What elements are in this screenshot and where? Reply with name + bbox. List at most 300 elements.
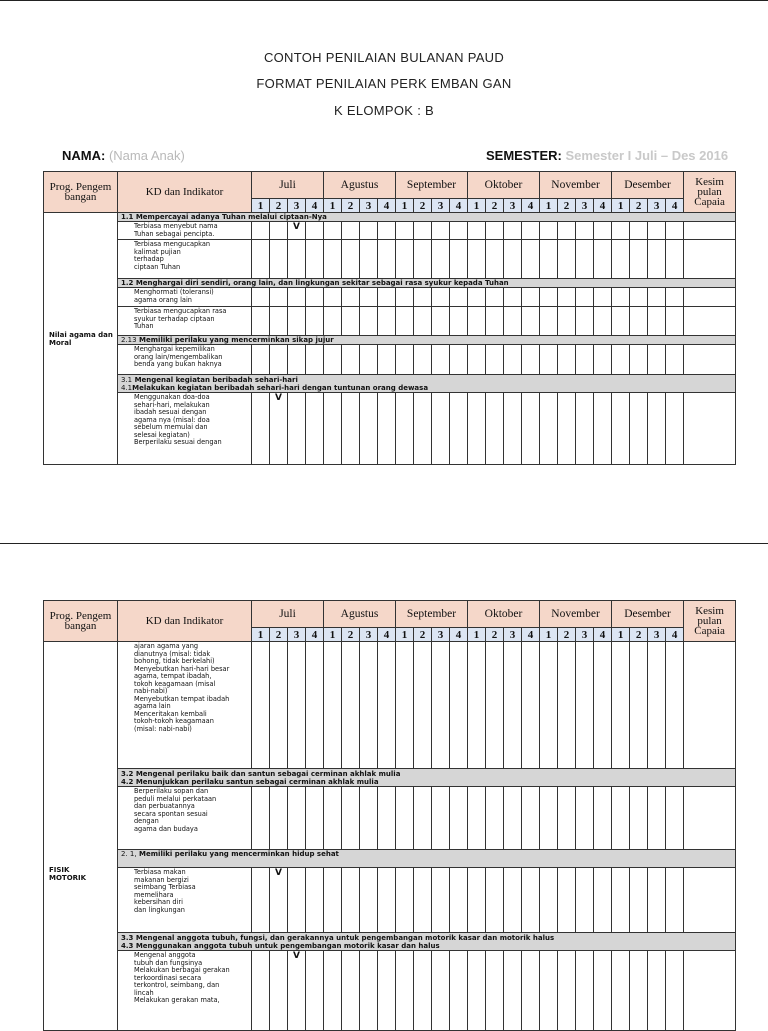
week-cell[interactable] <box>630 642 648 769</box>
week-cell[interactable] <box>288 642 306 769</box>
indicator-row <box>44 868 736 933</box>
indicator-row <box>44 222 736 240</box>
week-cell[interactable] <box>450 222 468 240</box>
week-cell[interactable] <box>648 951 666 1031</box>
kesimpulan-cell[interactable] <box>684 288 736 307</box>
week-cell[interactable] <box>540 393 558 465</box>
category-label: FISIK MOTORIK <box>49 866 87 882</box>
header-month: September <box>396 601 468 628</box>
week-cell[interactable] <box>342 951 360 1031</box>
indicator-text: ajaran agama yang dianutnya (misal: tidak bohong, tidak berkelahi) Menyebutkan hari-hari besar agama, tempat ibadah, tokoh keagamaan (misal nabi-nabi) Menyebutkan tempat ibadah agama lain Menceritakan kembali tokoh-tokoh keagamaan (misal: nabi-nabi) <box>118 642 252 769</box>
week-cell[interactable] <box>594 642 612 769</box>
week-cell[interactable] <box>504 393 522 465</box>
week-cell[interactable] <box>486 787 504 850</box>
week-cell[interactable] <box>468 345 486 375</box>
week-cell[interactable] <box>504 642 522 769</box>
week-cell[interactable] <box>324 951 342 1031</box>
week-cell[interactable] <box>612 868 630 933</box>
semester-value: Semester I Juli – Des 2016 <box>565 148 729 163</box>
week-cell[interactable] <box>324 787 342 850</box>
week-cell[interactable] <box>396 951 414 1031</box>
week-cell[interactable] <box>468 642 486 769</box>
week-cell[interactable] <box>504 868 522 933</box>
week-cell[interactable] <box>594 345 612 375</box>
week-cell[interactable] <box>360 222 378 240</box>
week-cell[interactable] <box>576 393 594 465</box>
week-cell[interactable] <box>360 642 378 769</box>
header-month: September <box>396 172 468 199</box>
week-cell[interactable] <box>666 787 684 850</box>
week-cell[interactable] <box>414 288 432 307</box>
week-cell[interactable] <box>432 307 450 336</box>
week-cell[interactable] <box>306 868 324 933</box>
week-cell[interactable] <box>396 288 414 307</box>
week-cell[interactable] <box>360 951 378 1031</box>
week-cell[interactable] <box>594 951 612 1031</box>
week-cell[interactable] <box>558 868 576 933</box>
week-cell[interactable] <box>558 345 576 375</box>
week-cell[interactable] <box>306 787 324 850</box>
week-cell[interactable] <box>576 951 594 1031</box>
week-cell[interactable] <box>486 642 504 769</box>
week-cell[interactable] <box>522 787 540 850</box>
week-cell[interactable] <box>270 222 288 240</box>
week-number: 3 <box>288 199 306 213</box>
week-number: 2 <box>630 199 648 213</box>
week-cell[interactable] <box>630 951 648 1031</box>
week-cell[interactable] <box>252 222 270 240</box>
week-cell[interactable] <box>612 222 630 240</box>
week-cell[interactable] <box>378 951 396 1031</box>
week-cell[interactable] <box>540 307 558 336</box>
week-cell[interactable] <box>522 345 540 375</box>
week-cell[interactable] <box>504 951 522 1031</box>
week-cell[interactable] <box>630 222 648 240</box>
week-cell[interactable] <box>324 393 342 465</box>
week-cell[interactable] <box>432 240 450 279</box>
week-cell[interactable] <box>396 222 414 240</box>
week-cell[interactable] <box>378 288 396 307</box>
week-cell[interactable] <box>306 345 324 375</box>
week-cell[interactable] <box>414 868 432 933</box>
week-cell[interactable] <box>630 307 648 336</box>
week-cell[interactable] <box>594 288 612 307</box>
week-cell[interactable] <box>612 393 630 465</box>
week-cell[interactable] <box>414 240 432 279</box>
week-cell[interactable] <box>468 393 486 465</box>
week-cell[interactable] <box>396 787 414 850</box>
week-cell[interactable] <box>594 222 612 240</box>
week-number: 1 <box>252 628 270 642</box>
week-cell[interactable] <box>630 288 648 307</box>
week-cell[interactable] <box>504 307 522 336</box>
week-cell[interactable] <box>522 951 540 1031</box>
week-cell-checked[interactable]: V <box>270 393 288 465</box>
week-number: 3 <box>288 628 306 642</box>
week-number: 1 <box>396 628 414 642</box>
week-cell[interactable] <box>468 240 486 279</box>
week-cell[interactable] <box>540 345 558 375</box>
week-cell[interactable] <box>270 307 288 336</box>
indicator-text: Mengenal anggota tubuh dan fungsinya Melakukan berbagai gerakan terkoordinasi secara terkontrol, seimbang, dan lincah Melakukan gerakan mata, <box>118 951 252 1031</box>
week-cell[interactable] <box>648 222 666 240</box>
week-cell[interactable] <box>252 787 270 850</box>
week-cell[interactable] <box>594 307 612 336</box>
week-cell[interactable] <box>432 787 450 850</box>
week-cell[interactable] <box>666 240 684 279</box>
week-cell[interactable] <box>648 393 666 465</box>
week-number: 2 <box>270 628 288 642</box>
header-month: Oktober <box>468 172 540 199</box>
week-cell[interactable] <box>504 787 522 850</box>
category-fisik-motorik <box>44 642 118 1031</box>
week-cell[interactable] <box>594 393 612 465</box>
week-cell[interactable] <box>342 393 360 465</box>
week-number: 3 <box>360 199 378 213</box>
week-cell[interactable] <box>360 393 378 465</box>
week-cell[interactable] <box>306 642 324 769</box>
week-cell[interactable] <box>270 642 288 769</box>
week-cell[interactable] <box>504 288 522 307</box>
week-cell[interactable] <box>558 240 576 279</box>
week-cell[interactable] <box>450 868 468 933</box>
week-cell[interactable] <box>396 393 414 465</box>
week-cell[interactable] <box>522 642 540 769</box>
week-cell[interactable] <box>630 868 648 933</box>
week-number: 3 <box>648 628 666 642</box>
kesimpulan-cell[interactable] <box>684 240 736 279</box>
week-cell[interactable] <box>396 345 414 375</box>
week-cell[interactable] <box>432 951 450 1031</box>
kesimpulan-cell[interactable] <box>684 222 736 240</box>
week-cell[interactable] <box>396 642 414 769</box>
week-cell[interactable] <box>612 345 630 375</box>
week-number: 2 <box>342 628 360 642</box>
week-cell[interactable] <box>522 240 540 279</box>
week-cell[interactable] <box>612 288 630 307</box>
kesimpulan-cell[interactable] <box>684 868 736 933</box>
week-number: 4 <box>306 199 324 213</box>
week-cell[interactable] <box>666 393 684 465</box>
week-cell[interactable] <box>540 222 558 240</box>
week-cell[interactable] <box>648 642 666 769</box>
kd-number: 2. 1, <box>121 850 137 858</box>
week-cell[interactable] <box>342 307 360 336</box>
week-cell-checked[interactable]: V <box>288 951 306 1031</box>
week-cell[interactable] <box>522 222 540 240</box>
kesimpulan-cell[interactable] <box>684 951 736 1031</box>
week-number: 1 <box>540 628 558 642</box>
week-cell[interactable] <box>360 307 378 336</box>
week-cell[interactable] <box>648 787 666 850</box>
week-cell[interactable] <box>306 240 324 279</box>
week-number: 1 <box>612 199 630 213</box>
indicator-row <box>44 288 736 307</box>
week-cell[interactable] <box>486 868 504 933</box>
week-cell[interactable] <box>342 787 360 850</box>
week-cell[interactable] <box>288 307 306 336</box>
week-cell[interactable] <box>360 288 378 307</box>
week-number: 4 <box>450 199 468 213</box>
week-cell[interactable] <box>288 288 306 307</box>
week-cell[interactable] <box>486 288 504 307</box>
week-cell[interactable] <box>666 222 684 240</box>
week-cell[interactable] <box>522 307 540 336</box>
week-number: 3 <box>576 199 594 213</box>
indicator-text: Terbiasa mengucapkan rasa syukur terhadap ciptaan Tuhan <box>118 307 252 336</box>
week-cell[interactable] <box>324 307 342 336</box>
week-cell[interactable] <box>270 240 288 279</box>
week-cell[interactable] <box>324 868 342 933</box>
week-cell[interactable] <box>468 868 486 933</box>
week-cell[interactable] <box>306 222 324 240</box>
week-cell[interactable] <box>378 307 396 336</box>
week-cell[interactable] <box>666 288 684 307</box>
week-cell[interactable] <box>414 951 432 1031</box>
week-cell[interactable] <box>378 240 396 279</box>
week-number: 3 <box>432 199 450 213</box>
week-cell[interactable] <box>270 787 288 850</box>
header-kesimpulan: Kesim pulan Capaia <box>684 601 736 642</box>
week-cell[interactable] <box>288 787 306 850</box>
week-cell[interactable] <box>252 288 270 307</box>
indicator-row <box>44 642 736 769</box>
week-cell[interactable] <box>540 787 558 850</box>
week-cell[interactable] <box>252 393 270 465</box>
week-cell[interactable] <box>486 393 504 465</box>
kesimpulan-cell[interactable] <box>684 787 736 850</box>
week-cell[interactable] <box>540 240 558 279</box>
week-cell[interactable] <box>396 868 414 933</box>
week-cell[interactable] <box>360 240 378 279</box>
week-cell[interactable] <box>558 222 576 240</box>
week-cell[interactable] <box>576 868 594 933</box>
indicator-row <box>44 393 736 465</box>
week-cell[interactable] <box>450 240 468 279</box>
week-cell[interactable] <box>252 642 270 769</box>
week-cell[interactable] <box>432 222 450 240</box>
week-cell[interactable] <box>306 307 324 336</box>
week-cell[interactable] <box>324 240 342 279</box>
week-cell[interactable] <box>378 787 396 850</box>
week-cell[interactable] <box>576 240 594 279</box>
week-cell[interactable] <box>486 345 504 375</box>
week-cell[interactable] <box>360 345 378 375</box>
week-cell[interactable] <box>666 868 684 933</box>
week-cell[interactable] <box>288 240 306 279</box>
week-cell[interactable] <box>414 642 432 769</box>
week-cell[interactable] <box>432 288 450 307</box>
week-cell[interactable] <box>468 288 486 307</box>
week-cell[interactable] <box>576 345 594 375</box>
week-cell[interactable] <box>576 642 594 769</box>
week-cell[interactable] <box>576 288 594 307</box>
week-cell[interactable] <box>450 307 468 336</box>
week-cell[interactable] <box>558 787 576 850</box>
week-cell[interactable] <box>612 307 630 336</box>
week-cell[interactable] <box>612 787 630 850</box>
indicator-text: Terbiasa mengucapkan kalimat pujian terhadap ciptaan Tuhan <box>118 240 252 279</box>
week-cell[interactable] <box>648 288 666 307</box>
week-cell[interactable] <box>270 288 288 307</box>
week-cell[interactable] <box>594 787 612 850</box>
week-cell[interactable] <box>540 642 558 769</box>
week-cell[interactable] <box>450 393 468 465</box>
week-cell[interactable] <box>378 222 396 240</box>
week-cell[interactable] <box>666 307 684 336</box>
week-cell[interactable] <box>594 240 612 279</box>
week-number: 4 <box>378 628 396 642</box>
header-month: Agustus <box>324 601 396 628</box>
week-cell[interactable] <box>648 307 666 336</box>
week-cell[interactable] <box>558 307 576 336</box>
week-cell[interactable] <box>450 288 468 307</box>
header-kd: KD dan Indikator <box>118 172 252 213</box>
week-cell[interactable] <box>252 345 270 375</box>
week-cell[interactable] <box>630 240 648 279</box>
week-number: 3 <box>648 199 666 213</box>
indicator-row <box>44 951 736 1031</box>
week-cell[interactable] <box>540 951 558 1031</box>
week-cell[interactable] <box>648 240 666 279</box>
week-cell[interactable] <box>612 240 630 279</box>
week-cell[interactable] <box>324 222 342 240</box>
week-cell[interactable] <box>540 288 558 307</box>
week-cell[interactable] <box>576 787 594 850</box>
week-cell[interactable] <box>594 868 612 933</box>
week-cell[interactable] <box>432 642 450 769</box>
week-cell[interactable] <box>522 288 540 307</box>
week-cell[interactable] <box>306 393 324 465</box>
week-cell[interactable] <box>324 642 342 769</box>
week-cell[interactable] <box>558 951 576 1031</box>
week-cell[interactable] <box>378 868 396 933</box>
week-cell[interactable] <box>630 393 648 465</box>
week-cell[interactable] <box>252 240 270 279</box>
week-cell[interactable] <box>522 393 540 465</box>
week-cell[interactable] <box>576 222 594 240</box>
week-cell[interactable] <box>378 345 396 375</box>
week-cell[interactable] <box>306 288 324 307</box>
indicator-text: Terbiasa menyebut nama Tuhan sebagai pencipta. <box>118 222 252 240</box>
week-cell[interactable] <box>666 642 684 769</box>
kesimpulan-cell[interactable] <box>684 307 736 336</box>
week-cell[interactable] <box>288 345 306 375</box>
week-cell[interactable] <box>414 787 432 850</box>
kd-text: 4.3 Menggunakan anggota tubuh untuk pengembangan motorik kasar dan halus <box>121 941 440 950</box>
semester-label: SEMESTER: <box>486 148 562 163</box>
kd-text: Memiliki perilaku yang mencerminkan sikap jujur <box>139 336 334 344</box>
week-number: 4 <box>666 199 684 213</box>
week-cell[interactable] <box>396 307 414 336</box>
week-cell[interactable] <box>378 393 396 465</box>
week-cell[interactable] <box>342 868 360 933</box>
week-cell[interactable] <box>504 240 522 279</box>
week-cell[interactable] <box>486 951 504 1031</box>
name-field <box>62 148 185 163</box>
week-cell[interactable] <box>432 393 450 465</box>
week-number: 4 <box>594 199 612 213</box>
header-month: Desember <box>612 601 684 628</box>
week-cell[interactable] <box>450 642 468 769</box>
week-cell[interactable] <box>450 951 468 1031</box>
week-cell[interactable] <box>648 345 666 375</box>
week-cell[interactable] <box>504 345 522 375</box>
week-cell[interactable] <box>414 222 432 240</box>
week-number: 4 <box>666 628 684 642</box>
week-cell[interactable] <box>252 307 270 336</box>
week-cell[interactable] <box>342 345 360 375</box>
week-cell[interactable] <box>666 345 684 375</box>
week-cell[interactable] <box>612 642 630 769</box>
kesimpulan-cell[interactable] <box>684 642 736 769</box>
week-cell[interactable] <box>432 345 450 375</box>
week-cell[interactable] <box>324 288 342 307</box>
week-cell[interactable] <box>270 951 288 1031</box>
week-cell[interactable] <box>414 393 432 465</box>
week-cell[interactable] <box>666 951 684 1031</box>
week-cell[interactable] <box>450 787 468 850</box>
week-cell[interactable] <box>468 222 486 240</box>
week-cell[interactable] <box>324 345 342 375</box>
week-cell[interactable] <box>414 307 432 336</box>
kesimpulan-cell[interactable] <box>684 345 736 375</box>
week-cell[interactable] <box>540 868 558 933</box>
week-cell[interactable] <box>630 345 648 375</box>
week-cell[interactable] <box>468 787 486 850</box>
week-cell[interactable] <box>558 288 576 307</box>
week-cell[interactable] <box>288 868 306 933</box>
header-prog: Prog. Pengem bangan <box>44 601 118 642</box>
kd-subheader <box>118 336 736 345</box>
week-cell[interactable] <box>558 393 576 465</box>
week-cell[interactable] <box>486 307 504 336</box>
week-cell[interactable] <box>342 240 360 279</box>
kesimpulan-cell[interactable] <box>684 393 736 465</box>
week-cell-checked[interactable]: V <box>288 222 306 240</box>
week-cell[interactable] <box>360 868 378 933</box>
week-cell[interactable] <box>378 642 396 769</box>
week-cell-checked[interactable]: V <box>270 868 288 933</box>
week-cell[interactable] <box>450 345 468 375</box>
week-cell[interactable] <box>342 642 360 769</box>
week-cell[interactable] <box>396 240 414 279</box>
week-number: 1 <box>324 628 342 642</box>
week-cell[interactable] <box>432 868 450 933</box>
week-cell[interactable] <box>468 951 486 1031</box>
week-cell[interactable] <box>486 222 504 240</box>
week-cell[interactable] <box>252 951 270 1031</box>
week-cell[interactable] <box>576 307 594 336</box>
week-cell[interactable] <box>522 868 540 933</box>
week-cell[interactable] <box>306 951 324 1031</box>
week-number: 2 <box>558 199 576 213</box>
week-cell[interactable] <box>270 345 288 375</box>
week-cell[interactable] <box>612 951 630 1031</box>
week-cell[interactable] <box>342 288 360 307</box>
week-cell[interactable] <box>486 240 504 279</box>
week-cell[interactable] <box>360 787 378 850</box>
week-cell[interactable] <box>558 642 576 769</box>
week-cell[interactable] <box>252 868 270 933</box>
week-cell[interactable] <box>342 222 360 240</box>
week-cell[interactable] <box>504 222 522 240</box>
week-cell[interactable] <box>630 787 648 850</box>
week-cell[interactable] <box>648 868 666 933</box>
week-cell[interactable] <box>414 345 432 375</box>
week-cell[interactable] <box>288 393 306 465</box>
week-cell[interactable] <box>468 307 486 336</box>
